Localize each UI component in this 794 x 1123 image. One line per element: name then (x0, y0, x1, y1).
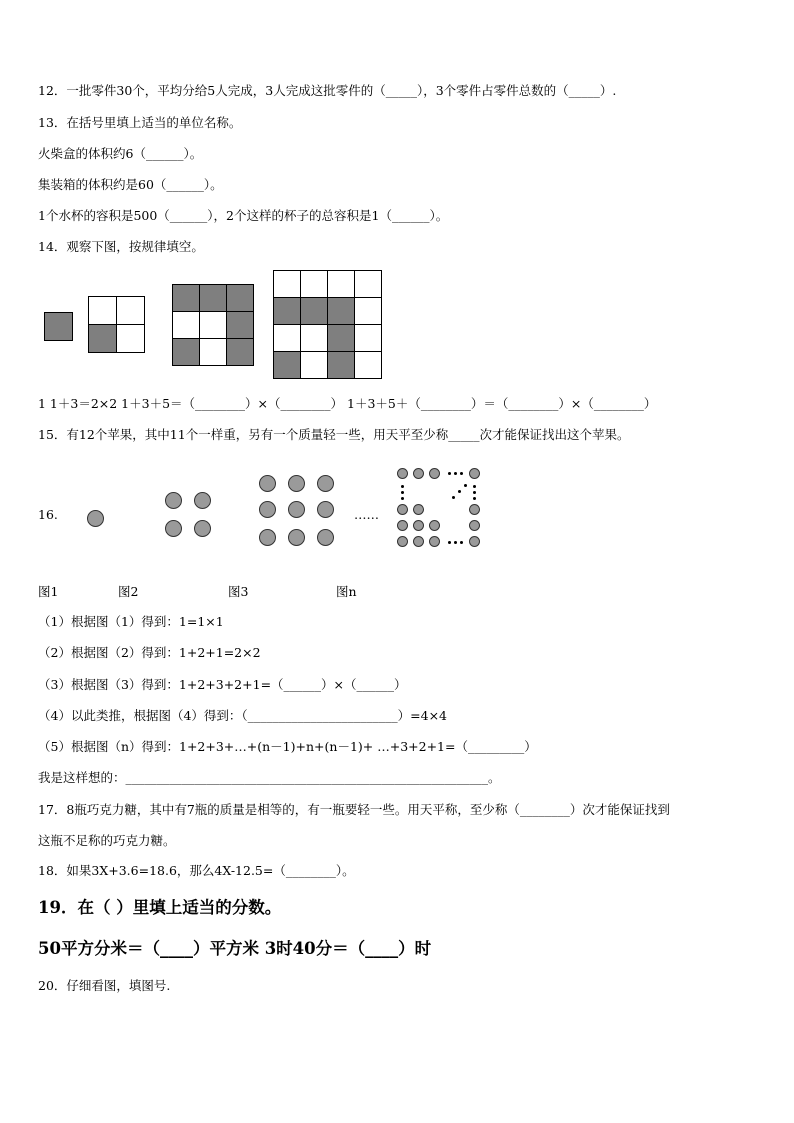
q16-line-6: 我是这样想的：__________________________________________________________。 (38, 770, 501, 785)
dot (87, 510, 104, 527)
dot (165, 520, 182, 537)
dot (288, 475, 305, 492)
dot (413, 520, 424, 531)
dot (317, 501, 334, 518)
dot (194, 492, 211, 509)
q16-label-fig3: 图3 (228, 584, 249, 599)
q17-line-1: 17．8瓶巧克力糖，其中有7瓶的质量是相等的，有一瓶要轻一些。用天平称，至少称（________）次才能保证找到 (38, 802, 670, 817)
dot (397, 520, 408, 531)
q17-line-2: 这瓶不足称的巧克力糖。 (38, 833, 176, 848)
dot (317, 529, 334, 546)
q16-line-2: （2）根据图（2）得到：1+2+1=2×2 (38, 645, 261, 660)
dot (413, 504, 424, 515)
q16-label-fig1: 图1 (38, 584, 59, 599)
q14-title: 14．观察下图，按规律填空。 (38, 239, 204, 254)
dot (259, 529, 276, 546)
q16-line-4: （4）以此类推，根据图（4）得到：（________________________）=4×4 (38, 708, 448, 723)
q16-line-5: （5）根据图（n）得到：1+2+3+…+(n－1)+n+(n－1)+ …+3+2+1=（_________） (38, 739, 537, 754)
dot (469, 536, 480, 547)
q13-title: 13．在括号里填上适当的单位名称。 (38, 115, 242, 130)
dot (397, 536, 408, 547)
q20-text: 20．仔细看图，填图号. (38, 978, 171, 993)
q14-grid-4 (273, 270, 382, 379)
q19-line: 50平方分米＝（____）平方米 3时40分＝（____）时 (38, 939, 432, 958)
dot (413, 536, 424, 547)
q13-line-1: 火柴盒的体积约6（______）。 (38, 146, 203, 161)
q18-text: 18．如果3X+3.6=18.6，那么4X-12.5=（________）。 (38, 863, 355, 878)
q16-line-1: （1）根据图（1）得到：1=1×1 (38, 614, 224, 629)
q16-label-fign: 图n (336, 584, 357, 599)
dot (469, 520, 480, 531)
q14-formula: 1 1＋3＝2×2 1＋3＋5＝（________）×（________） 1＋3＋5＋（________）＝（________）×（________） (38, 396, 657, 411)
dot (288, 529, 305, 546)
dot (288, 501, 305, 518)
dot (397, 504, 408, 515)
q14-grid-2 (88, 296, 145, 353)
q16-label-fig2: 图2 (118, 584, 139, 599)
q16-line-3: （3）根据图（3）得到：1+2+3+2+1=（______）×（______） (38, 677, 407, 692)
q14-grid-3 (172, 284, 254, 366)
dot (397, 468, 408, 479)
q16-ellipsis: …… (354, 507, 379, 522)
q16-number: 16. (38, 507, 58, 522)
q13-line-3: 1个水杯的容积是500（______），2个这样的杯子的总容积是1（______）。 (38, 208, 449, 223)
q14-grid-1 (44, 312, 73, 341)
q12-text: 12．一批零件30个，平均分给5人完成，3人完成这批零件的（_____），3个零件占零件总数的（_____）. (38, 83, 617, 98)
dot (194, 520, 211, 537)
dot (413, 468, 424, 479)
dot (429, 520, 440, 531)
dot (469, 504, 480, 515)
q13-line-2: 集装箱的体积约是60（______）。 (38, 177, 223, 192)
dot (259, 475, 276, 492)
q19-title: 19．在（ ）里填上适当的分数。 (38, 898, 282, 917)
q15-text: 15．有12个苹果，其中11个一样重，另有一个质量轻一些，用天平至少称_____次才能保证找出这个苹果。 (38, 427, 630, 442)
dot (429, 468, 440, 479)
dot (165, 492, 182, 509)
dot (429, 536, 440, 547)
dot (259, 501, 276, 518)
dot (469, 468, 480, 479)
dot (317, 475, 334, 492)
